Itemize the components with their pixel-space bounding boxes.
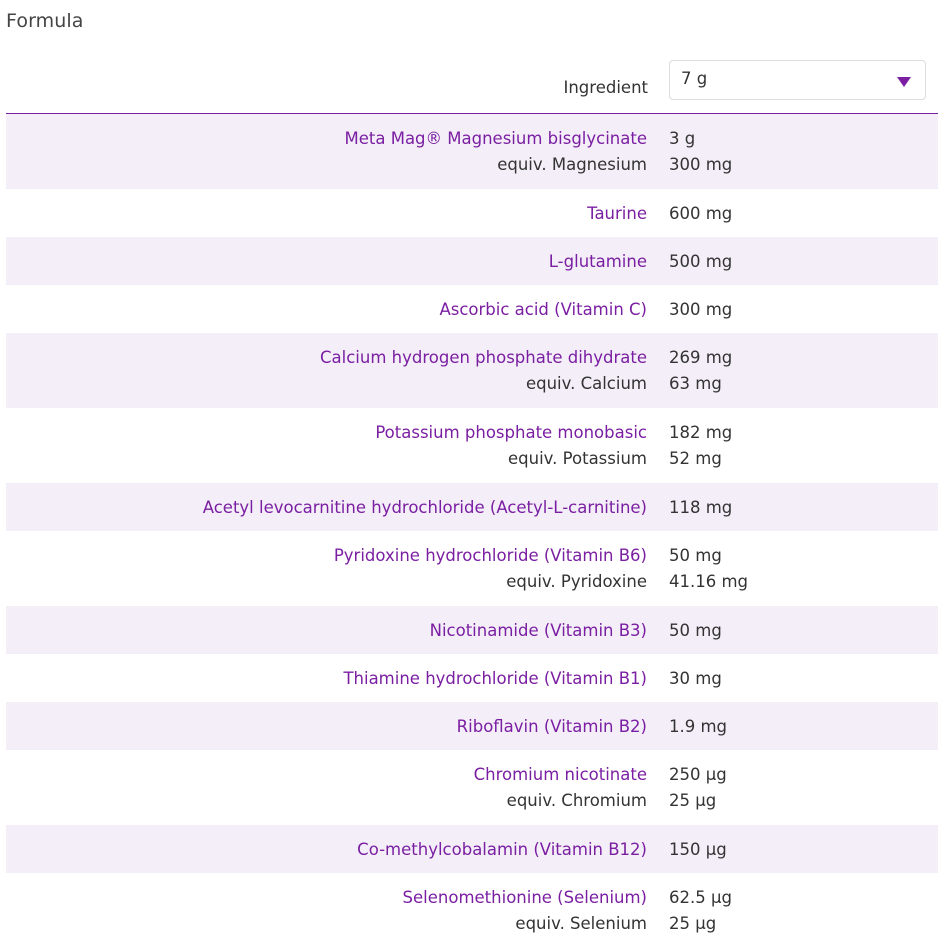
- equivalent-label: equiv. Pyridoxine: [506, 572, 647, 591]
- ingredient-amount: 500 mg: [669, 251, 733, 271]
- equivalent-label: equiv. Chromium: [506, 791, 647, 810]
- equivalent-amount: 25 µg: [669, 791, 717, 810]
- ingredient-line: [6, 345, 938, 371]
- ingredient-line: [6, 296, 938, 322]
- ingredient-amount: 150 µg: [669, 839, 727, 859]
- equivalent-label: equiv. Selenium: [515, 914, 647, 933]
- dose-select[interactable]: [669, 60, 926, 100]
- ingredient-row: [6, 114, 938, 189]
- ingredient-row: [6, 873, 938, 948]
- ingredient-line: [6, 665, 938, 691]
- ingredient-name-link[interactable]: Calcium hydrogen phosphate dihydrate: [320, 348, 647, 367]
- caret-down-icon: [897, 77, 911, 87]
- ingredient-name-link[interactable]: Riboflavin (Vitamin B2): [456, 716, 647, 736]
- ingredient-amount: 50 mg: [669, 546, 722, 565]
- ingredient-row: [6, 408, 938, 483]
- equivalent-line: [6, 446, 938, 472]
- ingredient-name-link[interactable]: Acetyl levocarnitine hydrochloride (Acetyl-L-carnitine): [202, 497, 647, 517]
- ingredient-amount: 269 mg: [669, 348, 733, 367]
- equivalent-amount: 300 mg: [669, 155, 733, 174]
- ingredient-line: [6, 885, 938, 911]
- equivalent-line: [6, 788, 938, 814]
- ingredient-amount: 300 mg: [669, 299, 733, 319]
- equivalent-amount: 63 mg: [669, 374, 722, 393]
- equivalent-line: [6, 152, 938, 178]
- ingredient-line: [6, 126, 938, 152]
- equivalent-label: equiv. Calcium: [525, 374, 647, 393]
- equivalent-amount: 25 µg: [669, 914, 717, 933]
- ingredient-name-link[interactable]: Selenomethionine (Selenium): [402, 888, 647, 907]
- ingredient-name-link[interactable]: Ascorbic acid (Vitamin C): [439, 299, 647, 319]
- ingredient-name-link[interactable]: Taurine: [587, 203, 647, 223]
- ingredient-line: [6, 200, 938, 226]
- ingredient-line: [6, 543, 938, 569]
- ingredient-line: [6, 713, 938, 739]
- equivalent-label: equiv. Magnesium: [497, 155, 647, 174]
- ingredient-row: [6, 606, 938, 654]
- equivalent-line: [6, 911, 938, 937]
- equivalent-amount: 52 mg: [669, 449, 722, 468]
- ingredient-row: [6, 237, 938, 285]
- page-title: Formula: [6, 10, 84, 32]
- ingredient-name-link[interactable]: Potassium phosphate monobasic: [375, 423, 647, 442]
- formula-table-header: [6, 60, 938, 114]
- ingredient-name-link[interactable]: Co-methylcobalamin (Vitamin B12): [357, 839, 647, 859]
- ingredient-row: [6, 750, 938, 825]
- ingredient-amount: 1.9 mg: [669, 716, 728, 736]
- ingredient-name-link[interactable]: Meta Mag® Magnesium bisglycinate: [344, 129, 647, 148]
- ingredient-amount: 50 mg: [669, 620, 722, 640]
- ingredient-amount: 182 mg: [669, 423, 733, 442]
- dose-select-value: 7 g: [681, 69, 708, 88]
- equivalent-line: [6, 569, 938, 595]
- equivalent-line: [6, 371, 938, 397]
- ingredient-row: [6, 483, 938, 531]
- ingredient-amount: 3 g: [669, 129, 696, 148]
- ingredient-row: [6, 531, 938, 606]
- ingredient-line: [6, 617, 938, 643]
- ingredient-name-link[interactable]: L-glutamine: [548, 251, 647, 271]
- ingredient-amount: 118 mg: [669, 497, 733, 517]
- ingredient-row: [6, 654, 938, 702]
- ingredient-line: [6, 762, 938, 788]
- ingredient-table: [6, 114, 938, 948]
- ingredient-amount: 250 µg: [669, 765, 727, 784]
- ingredient-name-link[interactable]: Chromium nicotinate: [473, 765, 647, 784]
- ingredient-row: [6, 189, 938, 237]
- ingredient-name-link[interactable]: Pyridoxine hydrochloride (Vitamin B6): [333, 546, 647, 565]
- ingredient-name-link[interactable]: Thiamine hydrochloride (Vitamin B1): [343, 668, 647, 688]
- equivalent-label: equiv. Potassium: [508, 449, 647, 468]
- ingredient-row: [6, 702, 938, 750]
- ingredient-line: [6, 248, 938, 274]
- equivalent-amount: 41.16 mg: [669, 572, 749, 591]
- ingredient-row: [6, 825, 938, 873]
- ingredient-row: [6, 285, 938, 333]
- ingredient-amount: 600 mg: [669, 203, 733, 223]
- ingredient-amount: 62.5 µg: [669, 888, 732, 907]
- ingredient-line: [6, 420, 938, 446]
- ingredient-name-link[interactable]: Nicotinamide (Vitamin B3): [429, 620, 647, 640]
- ingredient-line: [6, 836, 938, 862]
- ingredient-amount: 30 mg: [669, 668, 722, 688]
- ingredient-column-label: Ingredient: [563, 78, 648, 97]
- ingredient-row: [6, 333, 938, 408]
- ingredient-line: [6, 494, 938, 520]
